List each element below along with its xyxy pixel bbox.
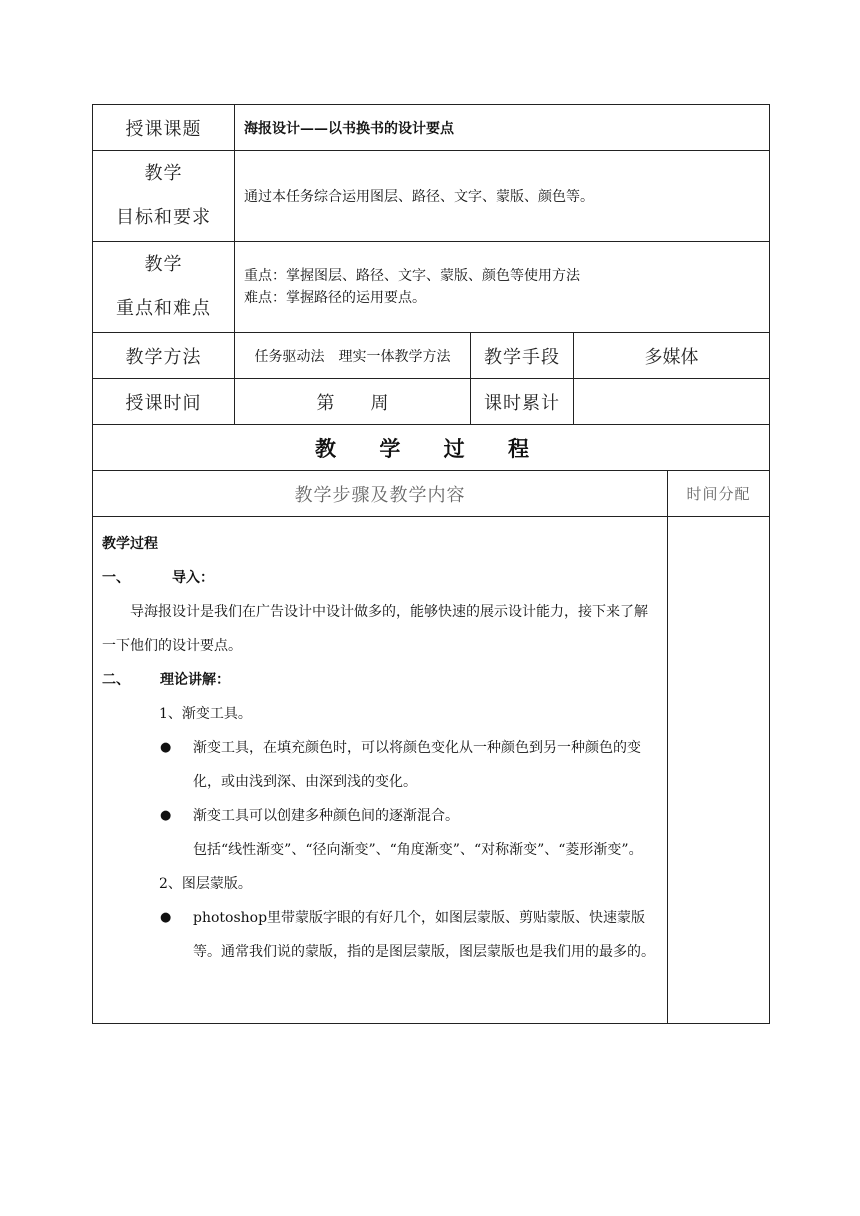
goal-label-line1: 教学 [144, 163, 183, 184]
section-1-title: 导入： [172, 570, 214, 586]
topic-value: 海报设计——以书换书的设计要点 [235, 105, 770, 151]
lesson-plan-table [92, 104, 770, 1024]
goal-value: 通过本任务综合运用图层、路径、文字、蒙版、颜色等。 [235, 151, 770, 242]
process-content-row [93, 517, 770, 1024]
time-allocation-cell [668, 517, 770, 1024]
steps-header: 教学步骤及教学内容 [93, 471, 668, 517]
intro-paragraph: 导海报设计是我们在广告设计中设计做多的，能够快速的展示设计能力，接下来了解一下他们的设计要点。 [102, 604, 648, 654]
key-label [93, 242, 235, 333]
means-value: 多媒体 [574, 333, 770, 379]
time-allocation-header: 时间分配 [668, 471, 770, 517]
means-label: 教学手段 [471, 333, 574, 379]
section-1-number: 一、 [102, 570, 130, 586]
section-2-title: 理论讲解： [160, 672, 230, 688]
time-value: 第 周 [235, 379, 471, 425]
gradient-types: 包括“线性渐变”、“径向渐变”、“角度渐变”、“对称渐变”、“菱形渐变”。 [193, 842, 643, 858]
key-value [235, 242, 770, 333]
goal-row [93, 151, 770, 242]
hours-label: 课时累计 [471, 379, 574, 425]
item-gradient-tool: 1、渐变工具。 [159, 706, 252, 722]
bullet-icon: ● [160, 740, 172, 755]
topic-label: 授课课题 [93, 105, 235, 151]
bullet-text: 渐变工具，在填充颜色时，可以将颜色变化从一种颜色到另一种颜色的变化，或由浅到深、由深到浅的变化。 [193, 740, 641, 790]
method-row [93, 333, 770, 379]
bullet-gradient-1 [102, 731, 657, 799]
time-label: 授课时间 [93, 379, 235, 425]
bullet-mask-1 [102, 901, 657, 969]
key-row [93, 242, 770, 333]
time-row [93, 379, 770, 425]
item-layer-mask: 2、图层蒙版。 [159, 876, 252, 892]
bullet-icon: ● [160, 808, 172, 823]
section-intro-heading [102, 561, 657, 595]
key-label-line2: 重点和难点 [116, 298, 211, 319]
goal-label [93, 151, 235, 242]
goal-label-line2: 目标和要求 [116, 207, 211, 228]
bullet-icon: ● [160, 910, 172, 925]
difficult-point: 难点：掌握路径的运用要点。 [244, 290, 426, 306]
key-point: 重点：掌握图层、路径、文字、蒙版、颜色等使用方法 [244, 268, 580, 284]
process-content [93, 517, 668, 1024]
topic-row [93, 105, 770, 151]
section-2-number: 二、 [102, 672, 130, 688]
hours-value [574, 379, 770, 425]
bullet-text: 渐变工具可以创建多种颜色间的逐渐混合。 [193, 808, 459, 824]
section-theory-heading [102, 663, 657, 697]
process-title: 教 学 过 程 [93, 425, 770, 471]
process-title-row [93, 425, 770, 471]
bullet-text: photoshop里带蒙版字眼的有好几个，如图层蒙版、剪贴蒙版、快速蒙版等。通常我们说的蒙版，指的是图层蒙版，图层蒙版也是我们用的最多的。 [193, 910, 655, 960]
process-heading: 教学过程 [102, 536, 158, 552]
method-label: 教学方法 [93, 333, 235, 379]
bullet-gradient-2 [102, 799, 657, 833]
method-value: 任务驱动法 理实一体教学方法 [235, 333, 471, 379]
key-label-line1: 教学 [144, 254, 183, 275]
process-header-row [93, 471, 770, 517]
